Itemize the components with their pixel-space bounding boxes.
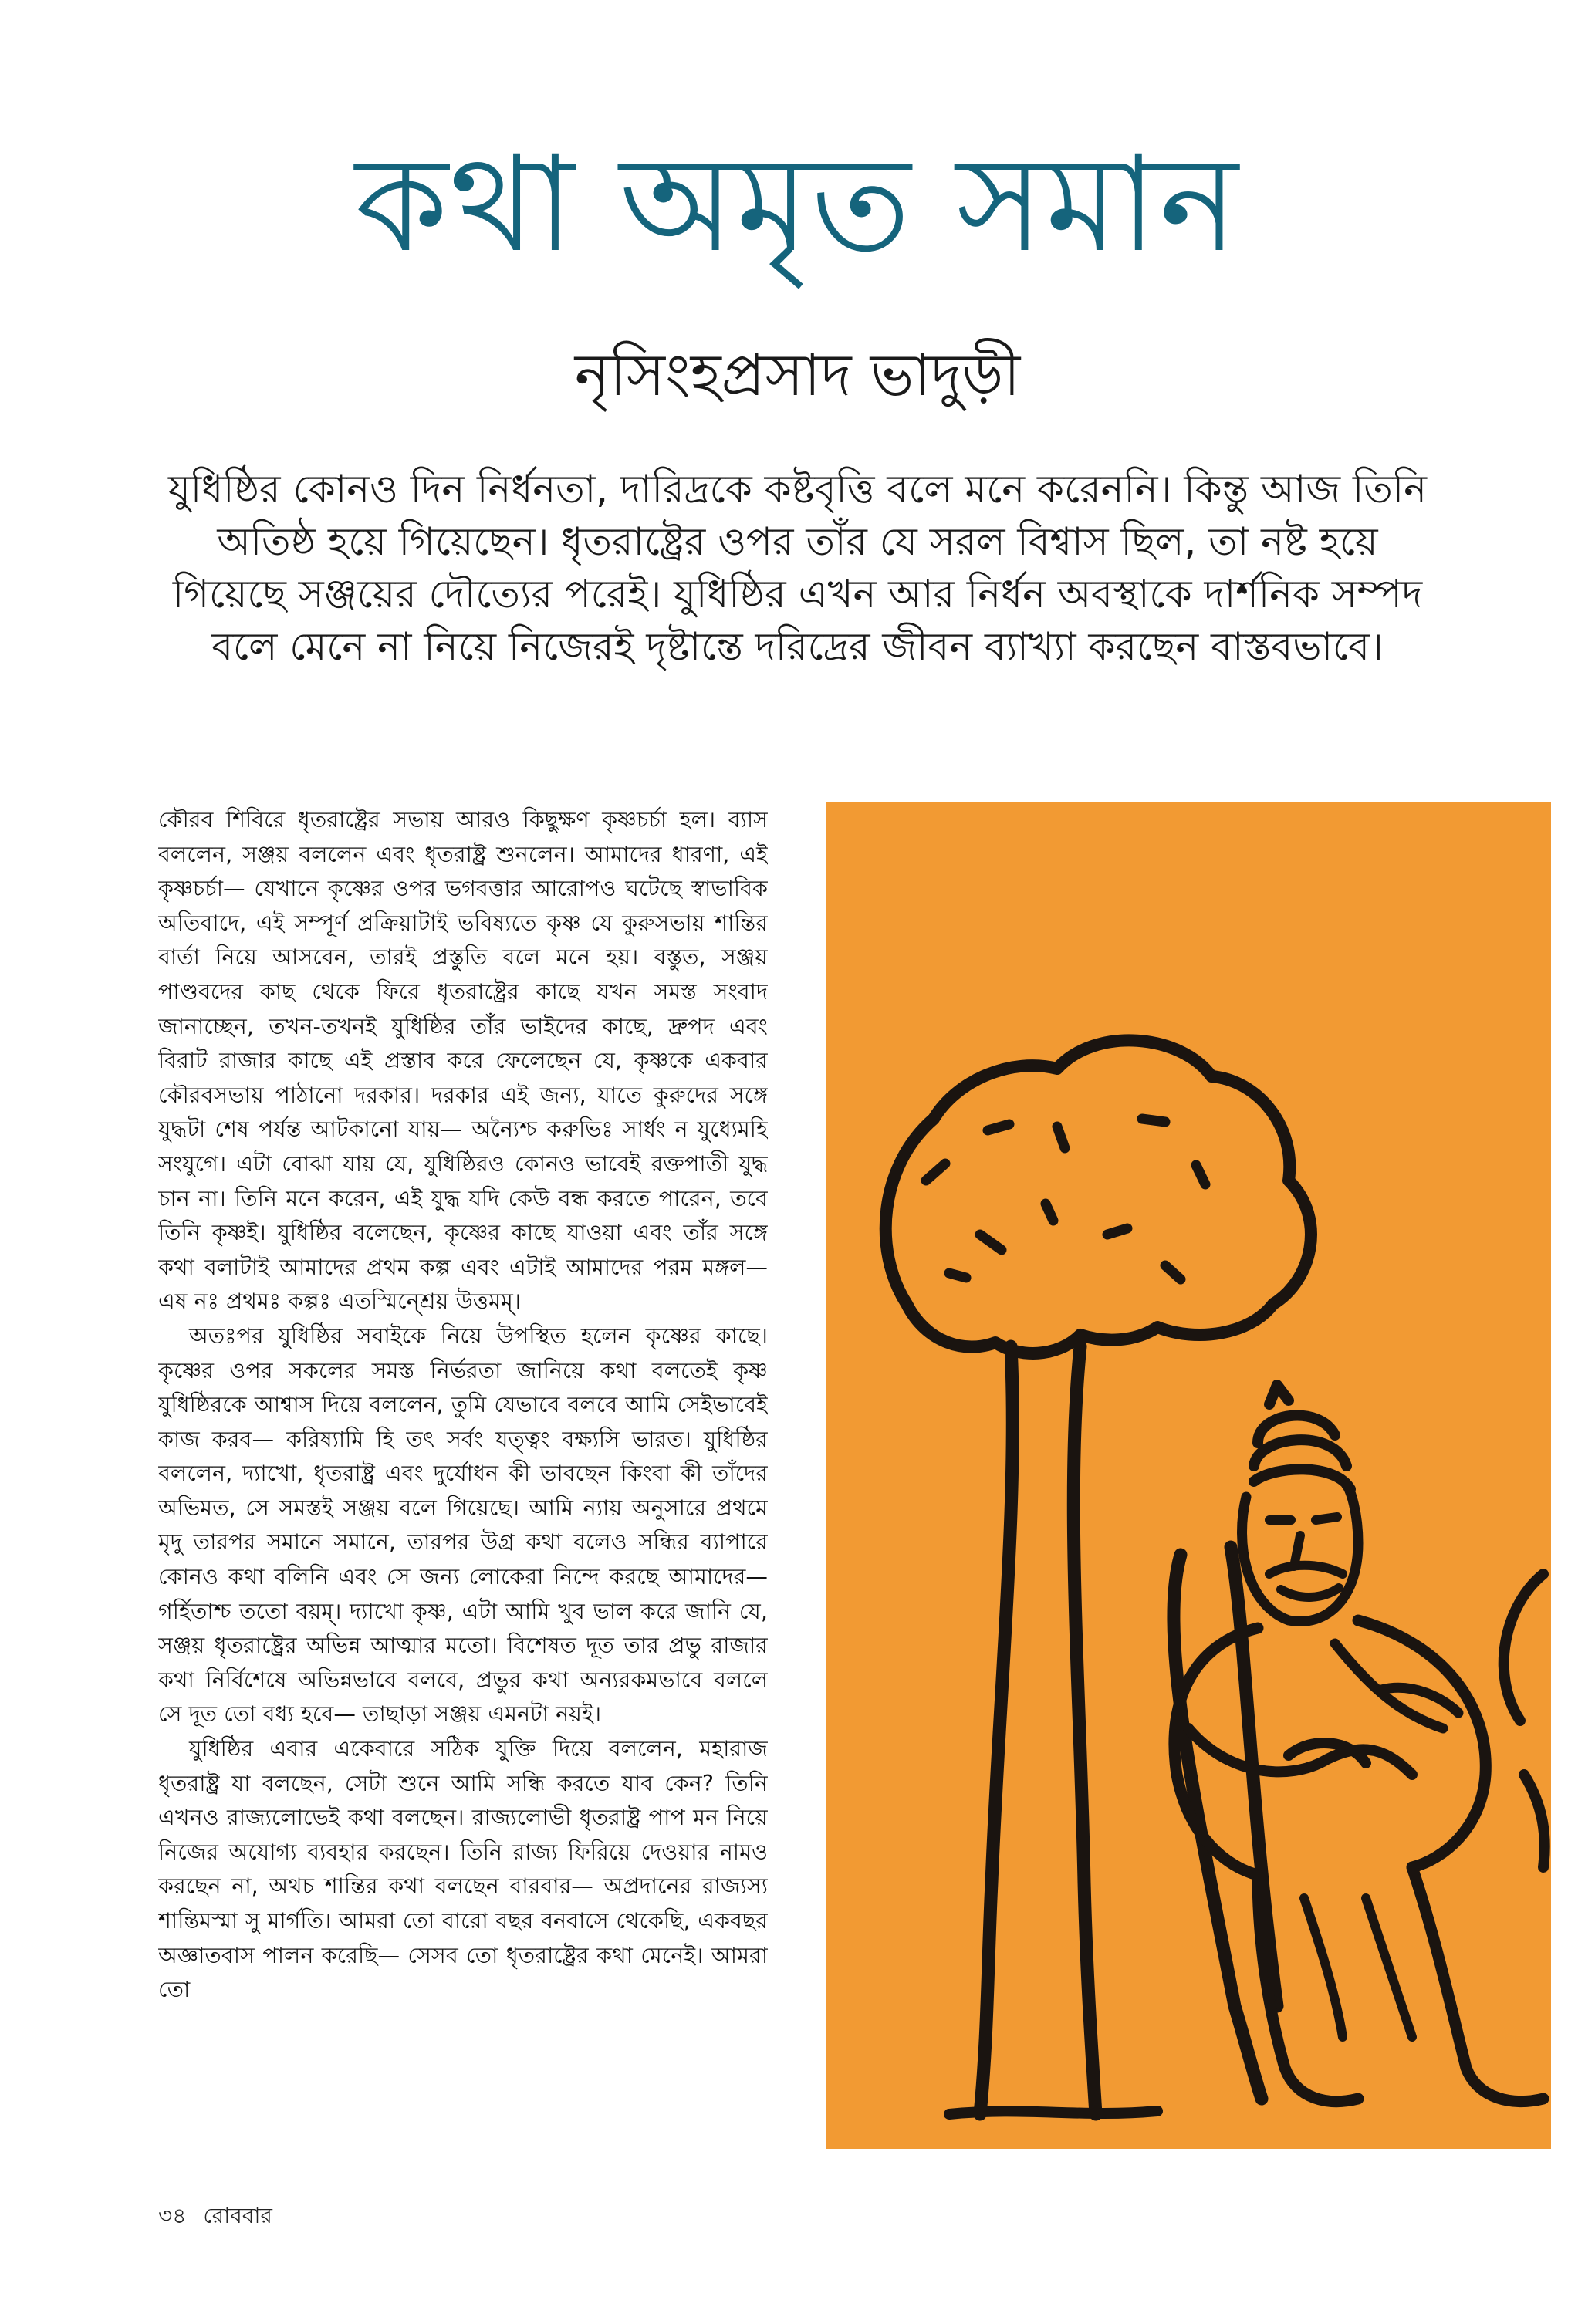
page-footer — [158, 2199, 289, 2235]
article-body — [158, 802, 768, 2184]
page-number: ৩৪ — [158, 2203, 187, 2228]
ground-line — [949, 2111, 1157, 2114]
article-paragraph: যুধিষ্ঠির এবার একেবারে সঠিক যুক্তি দিয়ে বললেন, মহারাজ ধৃতরাষ্ট্র যা বলছেন, সেটা শুনে আমি সন্ধি করতে যাব কেন? তিনি এখনও রাজ্যলোভেই কথা বলছেন। রাজ্যলোভী ধৃতরাষ্ট্র পাপ মন নিয়ে নিজের অযোগ্য ব্যবহার করছেন। তিনি রাজ্য ফিরিয়ে দেওয়ার নামও করছেন না, অথচ শান্তির কথা বলছেন বারবার— অপ্রদানের রাজ্যস্য শান্তিমস্মা সু মার্গতি। আমরা তো বারো বছর বনবাসে থেকেছি, একবছর অজ্ঞাতবাস পালন করেছি— সেসব তো ধৃতরাষ্ট্রের কথা মেনেই। আমরা তো — [158, 1735, 768, 2003]
intro-blurb: যুধিষ্ঠির কোনও দিন নির্ধনতা, দারিদ্রকে কষ্টবৃত্তি বলে মনে করেননি। কিন্তু আজ তিনি অতিষ্ঠ হয়ে গিয়েছেন। ধৃতরাষ্ট্রের ওপর তাঁর যে সরল বিশ্বাস ছিল, তা নষ্ট হয়ে গিয়েছে সঞ্জয়ের দৌত্যের পরেই। যুধিষ্ঠির এখন আর নির্ধন অবস্থাকে দার্শনিক সম্পদ বলে মেনে না নিয়ে নিজেরই দৃষ্টান্তে দরিদ্রের জীবন ব্যাখ্যা করছেন বাস্তবভাবে। — [168, 467, 1427, 669]
illustration-background — [826, 802, 1551, 2149]
magazine-name: রোববার — [203, 2203, 272, 2228]
author-name: নৃসিংহপ্রসাদ ভাদুড়ী — [574, 340, 1021, 409]
article-paragraph: অতঃপর যুধিষ্ঠির সবাইকে নিয়ে উপস্থিত হলেন কৃষ্ণের কাছে। কৃষ্ণের ওপর সকলের সমস্ত নির্ভরতা জানিয়ে কথা বলতেই কৃষ্ণ যুধিষ্ঠিরকে আশ্বাস দিয়ে বললেন, তুমি যেভাবে বলবে আমি সেইভাবেই কাজ করব— করিষ্যামি হি তৎ সর্বং যত্ত্বং বক্ষ্যসি ভারত। যুধিষ্ঠির বললেন, দ্যাখো, ধৃতরাষ্ট্র এবং দুর্যোধন কী ভাবছেন কিংবা কী তাঁদের অভিমত, সে সমস্তই সঞ্জয় বলে গিয়েছে। আমি ন্যায় অনুসারে প্রথমে মৃদু তারপর সমানে সমানে, তারপর উগ্র কথা বলেও সন্ধির ব্যাপারে কোনও কথা বলিনি এবং সে জন্য লোকেরা নিন্দে করছে আমাদের— গর্হিতাশ্চ ততো বয়ম্। দ্যাখো কৃষ্ণ, এটা আমি খুব ভাল করে জানি যে, সঞ্জয় ধৃতরাষ্ট্রের অভিন্ন আত্মার মতো। বিশেষত দূত তার প্রভু রাজার কথা নির্বিশেষে অভিন্নভাবে বলবে, প্রভুর কথা অন্যরকমভাবে বললে সে দূত তো বধ্য হবে— তাছাড়া সঞ্জয় এমনটা নয়ই। — [158, 1322, 768, 1728]
article-paragraph: কৌরব শিবিরে ধৃতরাষ্ট্রের সভায় আরও কিছুক্ষণ কৃষ্ণচর্চা হল। ব্যাস বললেন, সঞ্জয় বললেন এবং ধৃতরাষ্ট্র শুনলেন। আমাদের ধারণা, এই কৃষ্ণচর্চা— যেখানে কৃষ্ণের ওপর ভগবত্তার আরোপও ঘটেছে স্বাভাবিক অতিবাদে, এই সম্পূর্ণ প্রক্রিয়াটাই ভবিষ্যতে কৃষ্ণ যে কুরুসভায় শান্তির বার্তা নিয়ে আসবেন, তারই প্রস্তুতি বলে মনে হয়। বস্তুত, সঞ্জয় পাণ্ডবদের কাছ থেকে ফিরে ধৃতরাষ্ট্রের কাছে যখন সমস্ত সংবাদ জানাচ্ছেন, তখন-তখনই যুধিষ্ঠির তাঁর ভাইদের কাছে, দ্রুপদ এবং বিরাট রাজার কাছে এই প্রস্তাব করে ফেলেছেন যে, কৃষ্ণকে একবার কৌরবসভায় পাঠানো দরকার। দরকার এই জন্য, যাতে কুরুদের সঙ্গে যুদ্ধটা শেষ পর্যন্ত আটকানো যায়— অন্যৈশ্চ করুভিঃ সার্ধং ন যুধ্যেমহি সংযুগে। এটা বোঝা যায় যে, যুধিষ্ঠিরও কোনও ভাবেই রক্তপাতী যুদ্ধ চান না। তিনি মনে করেন, এই যুদ্ধ যদি কেউ বন্ধ করতে পারেন, তবে তিনি কৃষ্ণই। যুধিষ্ঠির বলেছেন, কৃষ্ণের কাছে যাওয়া এবং তাঁর সঙ্গে কথা বলাটাই আমাদের প্রথম কল্প এবং এটাই আমাদের পরম মঙ্গল— এষ নঃ প্রথমঃ কল্পঃ এতস্মিন্শ্রেয় উত্তমম্। — [158, 806, 768, 1315]
page-title: কথা অমৃত সমান — [355, 127, 1240, 282]
illustration — [826, 802, 1551, 2149]
